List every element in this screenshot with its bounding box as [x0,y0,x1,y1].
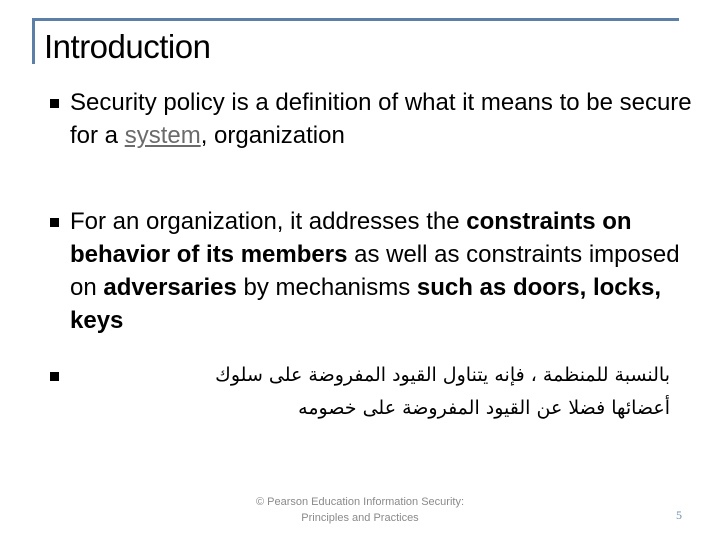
bullet-1-text-end: , organization [200,122,345,149]
system-link[interactable]: system [124,122,201,149]
slide-footer [220,494,500,526]
square-bullet-icon [50,218,59,227]
page-number: 5 [676,508,682,522]
square-bullet-icon [50,99,59,108]
bullet-2-text-c: by mechanisms [236,274,417,301]
bullet-2-bold-c: such as doors, locks, keys [70,274,661,334]
slide-title: Introduction [44,28,211,65]
bullet-2-text-a: For an organization, it addresses the [70,208,467,235]
bullet-item-3 [70,359,670,425]
bullet-3-line-2: أعضائها فضلا عن القيود المفروضة على خصومه [298,397,670,419]
square-bullet-icon [50,372,59,381]
footer-line-2: Principles and Practices [301,512,419,524]
bullet-item-1 [70,86,700,152]
bullet-2-text-b: as well as constraints imposed on [70,241,680,301]
footer-line-1: © Pearson Education Information Security: [255,496,465,508]
bullet-item-2 [70,205,700,337]
bullet-3-line-1: بالنسبة للمنظمة ، فإنه يتناول القيود المفروضة على سلوك [215,364,670,386]
bullet-2-bold-b: adversaries [103,274,237,301]
bullet-1-text: Security policy is a definition of what it means to be secure for a [70,89,692,149]
bullet-2-bold-a: constraints on behavior of its members [70,208,632,268]
